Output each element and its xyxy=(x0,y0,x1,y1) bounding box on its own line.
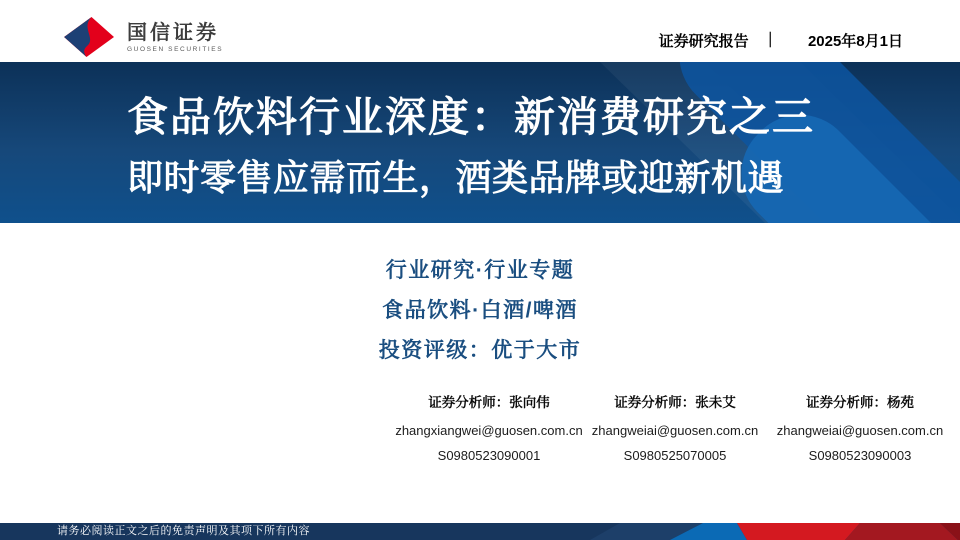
analysts-section xyxy=(0,396,960,476)
analyst-cert-code: S0980525070005 xyxy=(623,448,727,463)
brand-text xyxy=(127,22,223,53)
meta-line-sector: 食品饮料·白酒/啤酒 xyxy=(382,299,578,322)
analyst-name-label: 证券分析师：张向伟 xyxy=(428,395,550,410)
disclaimer-text: 请务必阅读正文之后的免责声明及其项下所有内容 xyxy=(57,525,310,537)
meta-line-rating: 投资评级：优于大市 xyxy=(378,339,582,362)
guosen-diamond-logo-icon xyxy=(58,17,120,57)
analyst-email: zhangweiai@guosen.com.cn xyxy=(776,423,944,438)
meta-line-research-type: 行业研究·行业专题 xyxy=(385,259,575,282)
report-title: 食品饮料行业深度：新消费研究之三 xyxy=(127,94,815,140)
report-subtitle: 即时零售应需而生，酒类品牌或迎新机遇 xyxy=(127,157,785,198)
title-banner xyxy=(0,62,960,223)
header-divider: ｜ xyxy=(762,32,778,49)
analyst-name-label: 证券分析师：杨苑 xyxy=(806,395,914,410)
report-type-label: 证券研究报告 xyxy=(658,33,749,50)
header-meta xyxy=(659,30,903,51)
analyst-name-label: 证券分析师：张未艾 xyxy=(614,395,736,410)
report-meta-block xyxy=(0,251,960,371)
brand-name: 国信证券 xyxy=(127,21,219,44)
analyst-card xyxy=(762,396,958,462)
analyst-cert-code: S0980523090003 xyxy=(808,448,912,463)
footer-bar xyxy=(0,523,960,540)
analyst-card xyxy=(575,396,775,462)
brand-subtitle: GUOSEN SECURITIES xyxy=(127,45,224,53)
report-date: 2025年8月1日 xyxy=(807,33,903,50)
header xyxy=(0,0,960,62)
banner-text-block xyxy=(127,92,815,201)
analyst-email: zhangweiai@guosen.com.cn xyxy=(591,423,759,438)
brand-logo xyxy=(58,17,223,57)
analyst-email: zhangxiangwei@guosen.com.cn xyxy=(395,423,583,438)
analyst-card xyxy=(389,396,589,462)
analyst-cert-code: S0980523090001 xyxy=(437,448,541,463)
